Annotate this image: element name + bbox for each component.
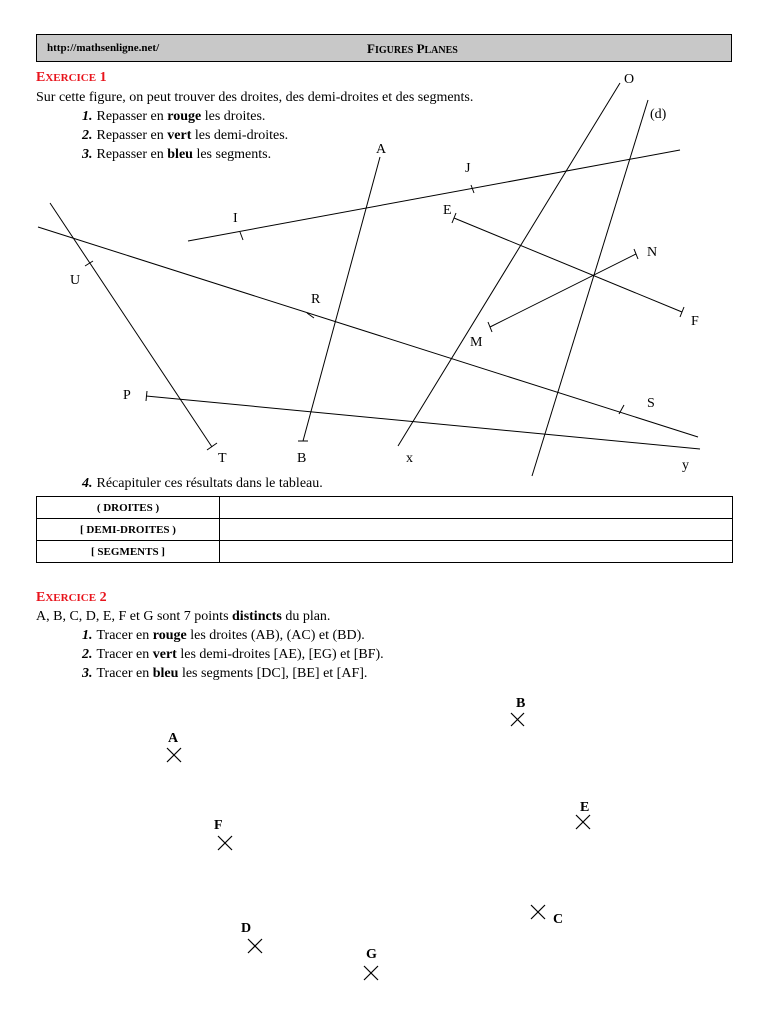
exercise1-intro: Sur cette figure, on peut trouver des droites, des demi-droites et des segments. — [36, 90, 474, 105]
label-b: B — [297, 451, 307, 466]
label-y: y — [682, 458, 689, 473]
label-n: N — [647, 245, 658, 260]
point-c-marker[interactable] — [531, 905, 545, 919]
label-i: I — [233, 211, 238, 226]
row-header-droites: ( DROITES ) — [37, 497, 220, 519]
site-url[interactable]: http://mathsenligne.net/ — [47, 42, 160, 54]
point-d-marker[interactable] — [248, 939, 262, 953]
label-d: (d) — [650, 107, 667, 122]
exercise1-item2: 2. Repasser en vert les demi-droites. — [82, 128, 289, 143]
label-e: E — [443, 203, 452, 218]
point-g-marker[interactable] — [364, 966, 378, 980]
point-b-marker[interactable] — [511, 713, 524, 726]
exercise2-item1: 1. Tracer en rouge les droites (AB), (AC) et (BD). — [82, 628, 365, 643]
exercise2-title: EXERCICE 2 — [36, 590, 107, 605]
point-b-label: B — [516, 696, 526, 711]
label-j: J — [465, 161, 471, 176]
page-title: FIGURES PLANES — [367, 41, 458, 56]
label-a: A — [376, 142, 387, 157]
point-f-marker[interactable] — [218, 836, 232, 850]
label-s: S — [647, 396, 655, 411]
label-f: F — [691, 314, 699, 329]
point-g-label: G — [366, 947, 377, 962]
point-a-label: A — [168, 731, 179, 746]
label-m: M — [470, 335, 483, 350]
label-p: P — [123, 388, 131, 403]
exercise2-intro: A, B, C, D, E, F et G sont 7 points distincts du plan. — [36, 609, 331, 624]
label-u: U — [70, 273, 81, 288]
exercise2-item3: 3. Tracer en bleu les segments [DC], [BE] et [AF]. — [82, 666, 368, 681]
point-e-marker[interactable] — [576, 815, 590, 829]
point-c-label: C — [553, 912, 564, 927]
exercise2-item2: 2. Tracer en vert les demi-droites [AE), [EG) et [BF). — [82, 647, 384, 662]
exercise1-item4: 4. Récapituler ces résultats dans le tableau. — [82, 476, 323, 491]
point-f-label: F — [214, 818, 223, 833]
point-e-label: E — [580, 800, 590, 815]
label-t: T — [218, 451, 227, 466]
point-d-label: D — [241, 921, 252, 936]
label-r: R — [311, 292, 321, 307]
exercise1-item1: 1. Repasser en rouge les droites. — [82, 109, 266, 124]
point-a-marker[interactable] — [167, 748, 181, 762]
row-header-segments: [ SEGMENTS ] — [37, 541, 220, 563]
label-x: x — [406, 451, 413, 466]
exercise1-item3: 3. Repasser en bleu les segments. — [82, 147, 272, 162]
exercise1-title: EXERCICE 1 — [36, 70, 107, 85]
row-header-demi-droites: [ DEMI-DROITES ) — [37, 519, 220, 541]
label-o: O — [624, 72, 635, 87]
